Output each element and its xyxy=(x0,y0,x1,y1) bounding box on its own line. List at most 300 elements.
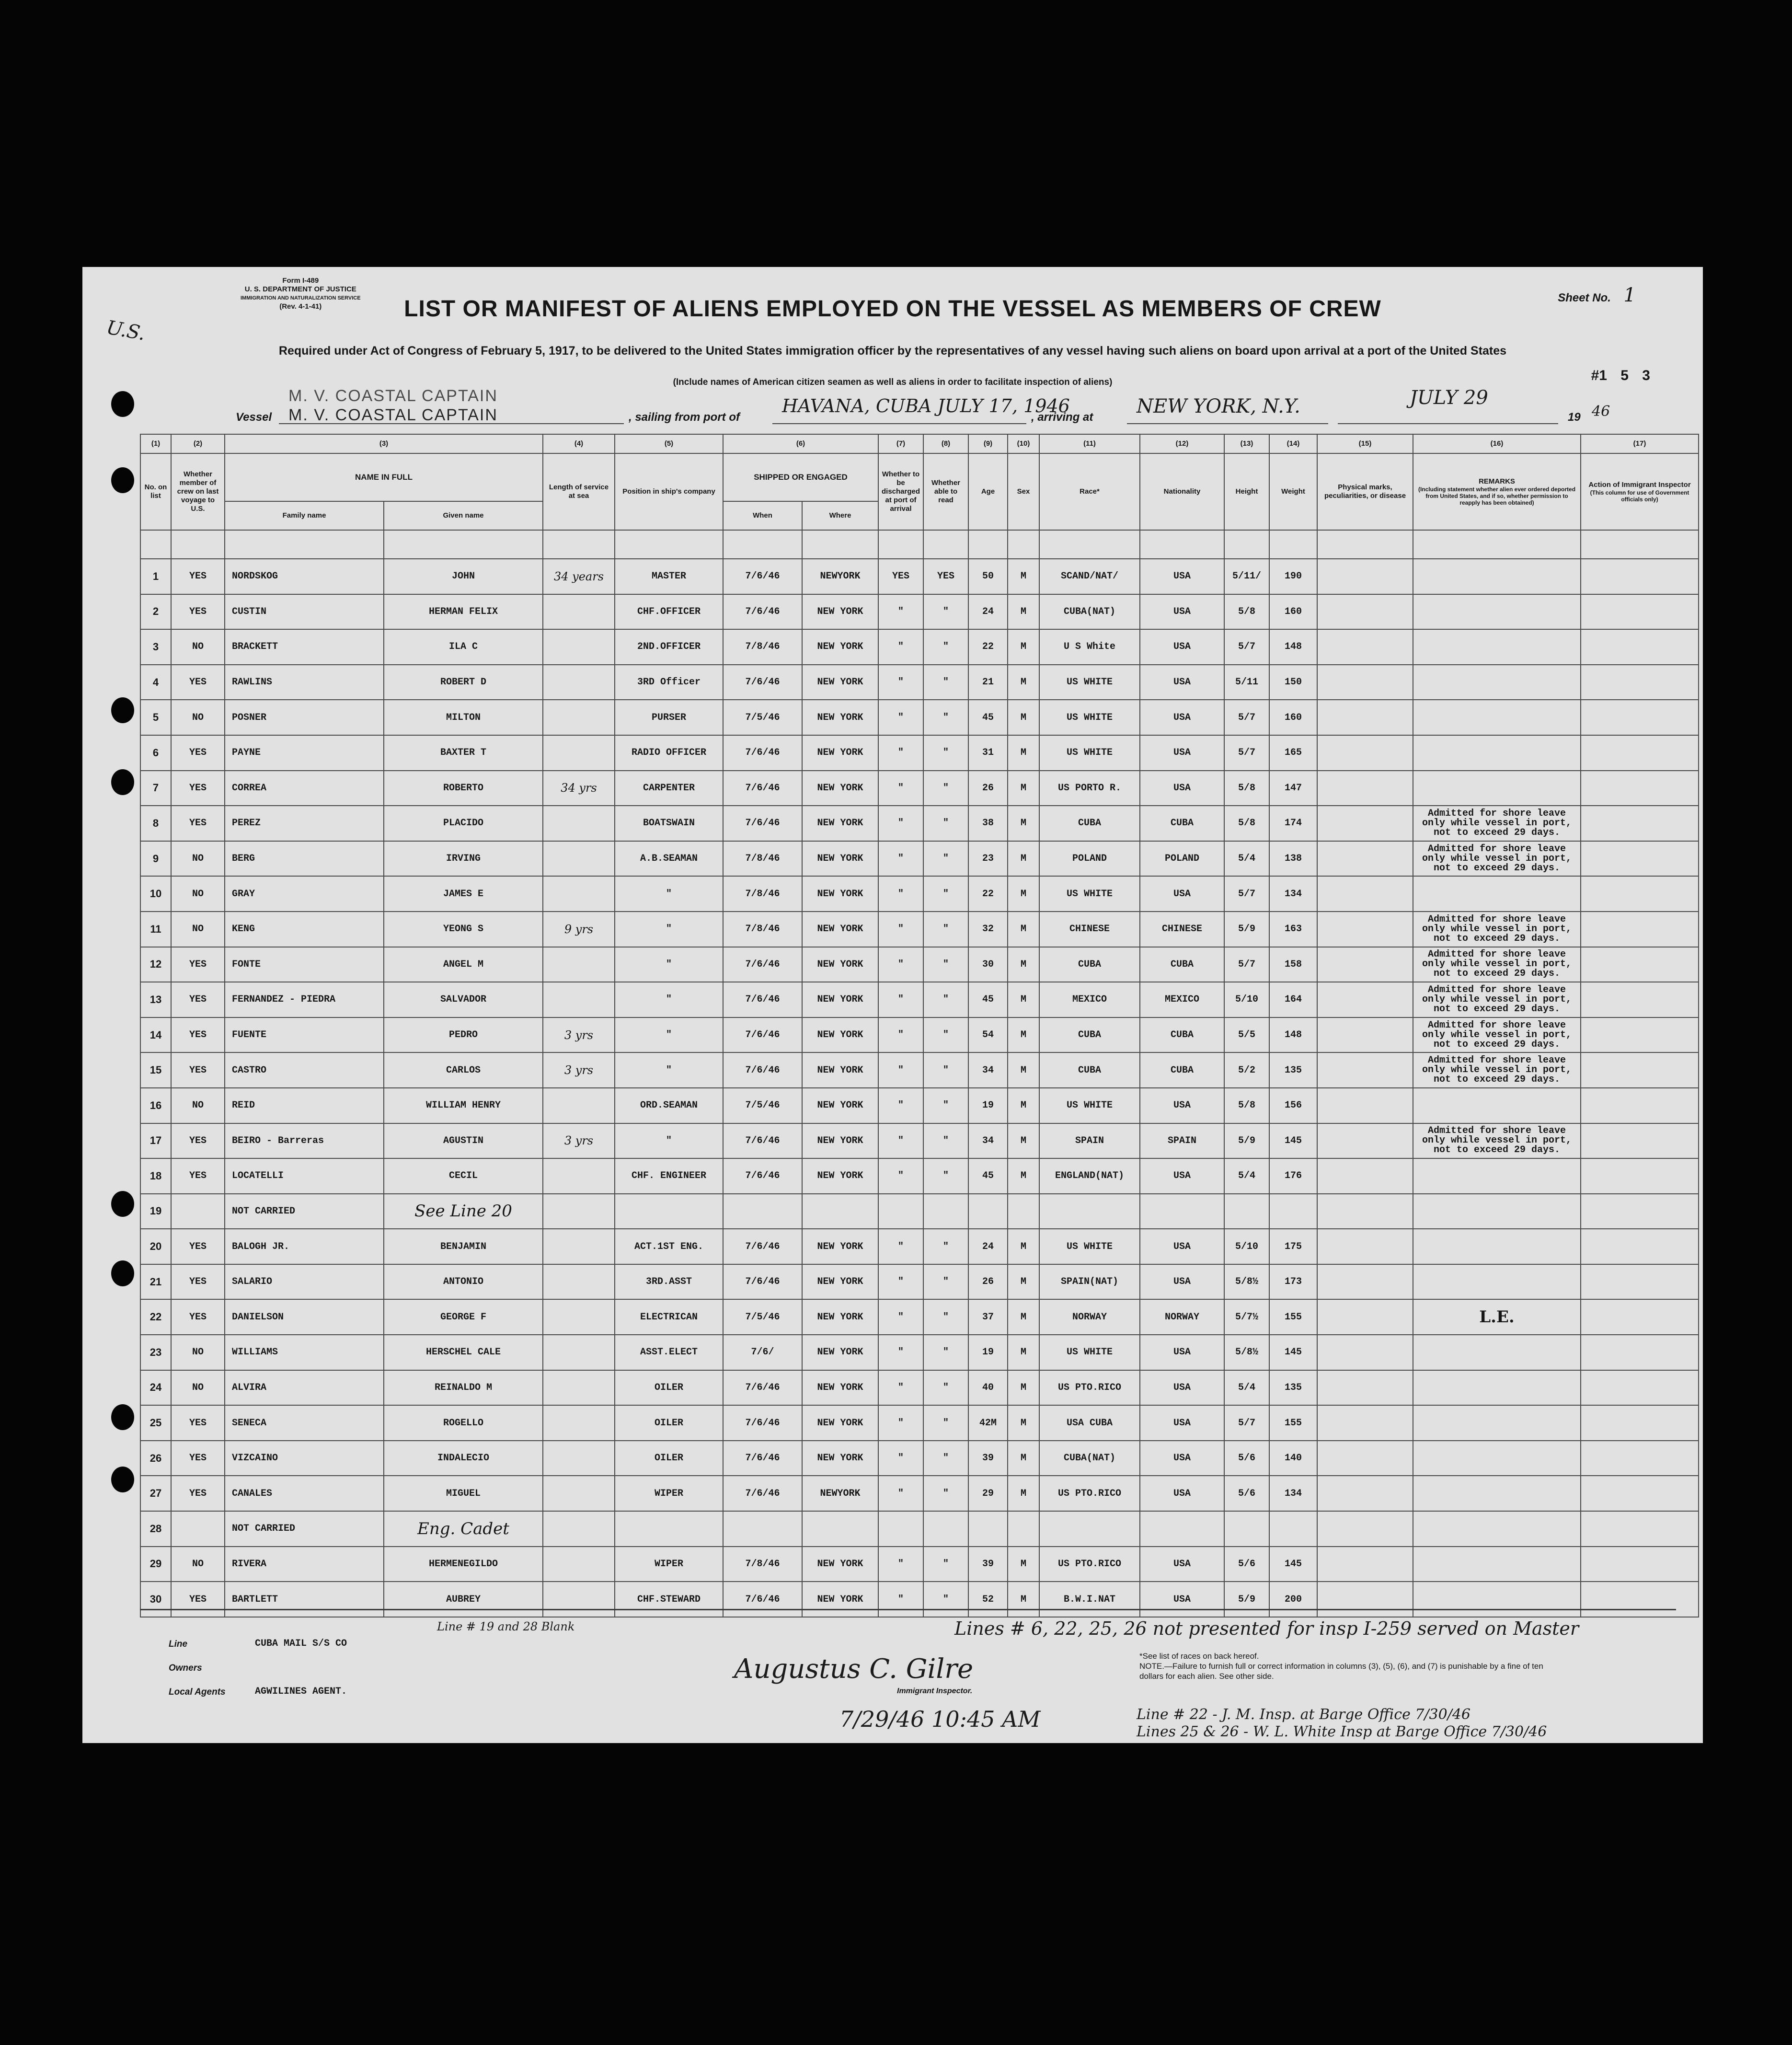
cell-nat: NORWAY xyxy=(1140,1299,1224,1335)
cell-where: NEW YORK xyxy=(802,876,878,912)
cell-given: ROBERT D xyxy=(384,665,543,700)
cell-empty xyxy=(1581,1405,1699,1441)
cell-empty xyxy=(1317,1405,1413,1441)
cell-position: " xyxy=(615,912,723,947)
cell-prev: YES xyxy=(171,735,225,771)
header-name: NAME IN FULL xyxy=(225,453,543,501)
cell-when: 7/6/46 xyxy=(723,1017,802,1053)
cell-weight: 150 xyxy=(1269,665,1317,700)
cell-family: RIVERA xyxy=(225,1547,384,1582)
cell-height: 5/7 xyxy=(1224,1405,1269,1441)
cell-family: CUSTIN xyxy=(225,594,384,630)
cell-height: 5/7 xyxy=(1224,735,1269,771)
cell-height: 5/8 xyxy=(1224,771,1269,806)
cell-race: USA CUBA xyxy=(1039,1405,1140,1441)
cell-prev: YES xyxy=(171,594,225,630)
cell-nat: MEXICO xyxy=(1140,982,1224,1017)
col-num: (6) xyxy=(723,434,878,453)
cell-empty xyxy=(1317,1335,1413,1370)
cell-age: 45 xyxy=(968,1158,1008,1194)
crew-row xyxy=(140,1052,1699,1088)
cell-service xyxy=(543,1511,615,1547)
cell-nat: USA xyxy=(1140,876,1224,912)
cell-read: " xyxy=(923,947,968,982)
cell-no: 26 xyxy=(140,1441,171,1476)
cell-where: NEWYORK xyxy=(802,559,878,594)
cell-nat: USA xyxy=(1140,1441,1224,1476)
cell-given: JOHN xyxy=(384,559,543,594)
header-sex: Sex xyxy=(1008,453,1039,530)
cell-remark: Admitted for shore leave only while vessel in port, not to exceed 29 days. xyxy=(1413,1052,1581,1088)
cell-remark xyxy=(1413,1088,1581,1123)
cell-empty xyxy=(1581,629,1699,665)
cell-disch: " xyxy=(878,735,923,771)
crew-row xyxy=(140,1088,1699,1123)
header-service: Length of service at sea xyxy=(543,453,615,530)
cell-age: 19 xyxy=(968,1335,1008,1370)
cell-disch: " xyxy=(878,1158,923,1194)
cell-race: CUBA(NAT) xyxy=(1039,1441,1140,1476)
cell-prev: NO xyxy=(171,912,225,947)
cell-weight: 165 xyxy=(1269,735,1317,771)
cell-given: JAMES E xyxy=(384,876,543,912)
cell-prev: NO xyxy=(171,1088,225,1123)
cell-where: NEW YORK xyxy=(802,700,878,735)
cell-height: 5/7 xyxy=(1224,876,1269,912)
cell-race: MEXICO xyxy=(1039,982,1140,1017)
cell-height: 5/11/ xyxy=(1224,559,1269,594)
cell-prev: YES xyxy=(171,982,225,1017)
cell-empty xyxy=(1581,559,1699,594)
cell-disch: " xyxy=(878,1052,923,1088)
cell-age: 50 xyxy=(968,559,1008,594)
cell-prev: NO xyxy=(171,629,225,665)
cell-disch: " xyxy=(878,841,923,877)
cell-when: 7/8/46 xyxy=(723,912,802,947)
hw-line22-note: Line # 22 - J. M. Insp. at Barge Office 7/30/46 xyxy=(1137,1706,1471,1723)
cell-disch: " xyxy=(878,594,923,630)
cell-read: " xyxy=(923,1335,968,1370)
cell-position: BOATSWAIN xyxy=(615,806,723,841)
crew-row xyxy=(140,806,1699,841)
cell-service xyxy=(543,1264,615,1300)
cell-service xyxy=(543,1229,615,1264)
cell-race: NORWAY xyxy=(1039,1299,1140,1335)
cell-prev: NO xyxy=(171,841,225,877)
col-num: (2) xyxy=(171,434,225,453)
cell-no: 14 xyxy=(140,1017,171,1053)
header-shipped: SHIPPED OR ENGAGED xyxy=(723,453,878,501)
cell-when: 7/6/46 xyxy=(723,665,802,700)
cell-remark xyxy=(1413,1441,1581,1476)
cell-no: 1 xyxy=(140,559,171,594)
cell-given: CARLOS xyxy=(384,1052,543,1088)
cell-read: " xyxy=(923,594,968,630)
crew-row xyxy=(140,771,1699,806)
col-num: (7) xyxy=(878,434,923,453)
footer-note-penalty: NOTE.—Failure to furnish full or correct information in columns (3), (5), (6), and (7) is punishable by a fine of ten dollars for each alien. See other side. xyxy=(1139,1662,1543,1681)
cell-disch: " xyxy=(878,1441,923,1476)
vessel-stamp: M. V. COASTAL CAPTAIN xyxy=(288,406,498,424)
cell-when: 7/6/46 xyxy=(723,1229,802,1264)
cell-when: 7/6/46 xyxy=(723,1052,802,1088)
hw-lines-not-presented: Lines # 6, 22, 25, 26 not presented for insp I-259 served on Master xyxy=(954,1618,1579,1639)
header-action xyxy=(1581,453,1699,530)
header-family-name: Family name xyxy=(225,501,384,530)
cell-empty xyxy=(1317,735,1413,771)
cell-empty xyxy=(1581,982,1699,1017)
crew-row xyxy=(140,947,1699,982)
cell-given: ANGEL M xyxy=(384,947,543,982)
cell-where: NEW YORK xyxy=(802,665,878,700)
cell-sex: M xyxy=(1008,947,1039,982)
sheet-number-value: 1 xyxy=(1623,284,1636,306)
cell-age: 24 xyxy=(968,594,1008,630)
cell-position xyxy=(615,1511,723,1547)
cell-age: 54 xyxy=(968,1017,1008,1053)
cell-age: 31 xyxy=(968,735,1008,771)
cell-read: " xyxy=(923,1582,968,1617)
cell-no: 5 xyxy=(140,700,171,735)
col-num: (5) xyxy=(615,434,723,453)
cell-family: CORREA xyxy=(225,771,384,806)
cell-no: 7 xyxy=(140,771,171,806)
cell-service xyxy=(543,1547,615,1582)
cell-position: " xyxy=(615,1017,723,1053)
header-action-sub: (This column for use of Government officials only) xyxy=(1590,489,1689,503)
inspector-label: Immigrant Inspector. xyxy=(897,1687,973,1695)
cell-position: ACT.1ST ENG. xyxy=(615,1229,723,1264)
cell-weight: 145 xyxy=(1269,1335,1317,1370)
binder-hole xyxy=(111,1191,134,1217)
cell-no: 11 xyxy=(140,912,171,947)
cell-sex: M xyxy=(1008,629,1039,665)
form-line: U. S. DEPARTMENT OF JUSTICE xyxy=(244,285,356,293)
cell-race: ENGLAND(NAT) xyxy=(1039,1158,1140,1194)
cell-prev: NO xyxy=(171,1547,225,1582)
cell-service xyxy=(543,876,615,912)
cell-weight: 145 xyxy=(1269,1123,1317,1159)
cell-position: CHF.OFFICER xyxy=(615,594,723,630)
cell-remark: Admitted for shore leave only while vessel in port, not to exceed 29 days. xyxy=(1413,1017,1581,1053)
cell-given: SALVADOR xyxy=(384,982,543,1017)
header-race: Race* xyxy=(1039,453,1140,530)
cell-race: US PTO.RICO xyxy=(1039,1370,1140,1406)
cell-empty xyxy=(1581,1476,1699,1511)
cell-where: NEW YORK xyxy=(802,1052,878,1088)
inspector-signature: Augustus C. Gilre xyxy=(734,1653,974,1685)
cell-no: 9 xyxy=(140,841,171,877)
cell-family: LOCATELLI xyxy=(225,1158,384,1194)
header-row-1 xyxy=(140,453,1699,501)
cell-service: 3 yrs xyxy=(543,1052,615,1088)
cell-given: BAXTER T xyxy=(384,735,543,771)
cell-sex: M xyxy=(1008,771,1039,806)
line-label: Line xyxy=(169,1639,188,1649)
cell-race: CUBA xyxy=(1039,947,1140,982)
cell-nat: CUBA xyxy=(1140,1052,1224,1088)
cell-age: 38 xyxy=(968,806,1008,841)
crew-row xyxy=(140,1264,1699,1300)
cell-family: CASTRO xyxy=(225,1052,384,1088)
cell-race: CUBA xyxy=(1039,806,1140,841)
crew-row xyxy=(140,594,1699,630)
footer-note xyxy=(1139,1651,1551,1681)
cell-service xyxy=(543,1370,615,1406)
cell-sex: M xyxy=(1008,841,1039,877)
cell-remark: Admitted for shore leave only while vessel in port, not to exceed 29 days. xyxy=(1413,841,1581,877)
cell-family: CANALES xyxy=(225,1476,384,1511)
cell-nat: USA xyxy=(1140,1405,1224,1441)
cell-height xyxy=(1224,1511,1269,1547)
cell-disch: " xyxy=(878,912,923,947)
cell-race: US PORTO R. xyxy=(1039,771,1140,806)
cell-no: 21 xyxy=(140,1264,171,1300)
cell-given: BENJAMIN xyxy=(384,1229,543,1264)
cell-position: 3RD.ASST xyxy=(615,1264,723,1300)
cell-empty xyxy=(1317,1370,1413,1406)
cell-when: 7/8/46 xyxy=(723,841,802,877)
cell-remark xyxy=(1413,559,1581,594)
cell-empty xyxy=(1581,1370,1699,1406)
cell-position: " xyxy=(615,947,723,982)
cell-remark: Admitted for shore leave only while vessel in port, not to exceed 29 days. xyxy=(1413,1123,1581,1159)
cell-remark xyxy=(1413,700,1581,735)
form-line: (Rev. 4-1-41) xyxy=(279,302,322,311)
cell-sex: M xyxy=(1008,912,1039,947)
cell-empty xyxy=(1317,1264,1413,1300)
cell-empty xyxy=(1317,982,1413,1017)
cell-sex: M xyxy=(1008,806,1039,841)
year-value: 46 xyxy=(1592,403,1610,420)
cell-race: SCAND/NAT/ xyxy=(1039,559,1140,594)
cell-where: NEW YORK xyxy=(802,841,878,877)
cell-age: 34 xyxy=(968,1052,1008,1088)
form-line: Form I-489 xyxy=(282,277,319,285)
cell-position: ASST.ELECT xyxy=(615,1335,723,1370)
cell-nat: USA xyxy=(1140,1088,1224,1123)
cell-service xyxy=(543,1299,615,1335)
cell-nat: USA xyxy=(1140,1264,1224,1300)
cell-when xyxy=(723,1194,802,1229)
cell-given: GEORGE F xyxy=(384,1299,543,1335)
cell-given: ILA C xyxy=(384,629,543,665)
cell-given: YEONG S xyxy=(384,912,543,947)
cell-empty xyxy=(1317,1088,1413,1123)
cell-weight xyxy=(1269,1194,1317,1229)
cell-where: NEW YORK xyxy=(802,1123,878,1159)
cell-empty xyxy=(1317,1017,1413,1053)
cell-empty xyxy=(1317,1229,1413,1264)
cell-given: INDALECIO xyxy=(384,1441,543,1476)
cell-empty xyxy=(1581,1052,1699,1088)
cell-empty xyxy=(1317,771,1413,806)
crew-row xyxy=(140,982,1699,1017)
cell-family: BERG xyxy=(225,841,384,877)
cell-disch: " xyxy=(878,1370,923,1406)
cell-remark xyxy=(1413,1335,1581,1370)
cell-disch: YES xyxy=(878,559,923,594)
cell-service xyxy=(543,1476,615,1511)
cell-service xyxy=(543,1088,615,1123)
cell-prev: YES xyxy=(171,1123,225,1159)
cell-read: " xyxy=(923,1158,968,1194)
cell-weight: 163 xyxy=(1269,912,1317,947)
cell-sex: M xyxy=(1008,1299,1039,1335)
cell-nat: POLAND xyxy=(1140,841,1224,877)
cell-read: " xyxy=(923,1052,968,1088)
cell-weight: 135 xyxy=(1269,1052,1317,1088)
cell-race: B.W.I.NAT xyxy=(1039,1582,1140,1617)
cell-position: " xyxy=(615,982,723,1017)
cell-remark: Admitted for shore leave only while vessel in port, not to exceed 29 days. xyxy=(1413,806,1581,841)
cell-family: FERNANDEZ - PIEDRA xyxy=(225,982,384,1017)
cell-service xyxy=(543,947,615,982)
crew-row xyxy=(140,876,1699,912)
hw-blank-lines: Line # 19 and 28 Blank xyxy=(437,1620,575,1633)
cell-sex: M xyxy=(1008,1052,1039,1088)
cell-disch: " xyxy=(878,1547,923,1582)
cell-position: RADIO OFFICER xyxy=(615,735,723,771)
cell-nat: USA xyxy=(1140,665,1224,700)
arriving-label: , arriving at xyxy=(1031,411,1093,424)
cell-disch: " xyxy=(878,629,923,665)
col-num: (14) xyxy=(1269,434,1317,453)
cell-no: 2 xyxy=(140,594,171,630)
cell-given: IRVING xyxy=(384,841,543,877)
cell-nat: CHINESE xyxy=(1140,912,1224,947)
cell-given: PLACIDO xyxy=(384,806,543,841)
cell-when: 7/6/46 xyxy=(723,771,802,806)
cell-nat: USA xyxy=(1140,1158,1224,1194)
cell-no: 30 xyxy=(140,1582,171,1617)
cell-race: CHINESE xyxy=(1039,912,1140,947)
cell-no: 4 xyxy=(140,665,171,700)
sheet-number-label: Sheet No. xyxy=(1558,291,1611,304)
cell-sex: M xyxy=(1008,1476,1039,1511)
cell-nat: USA xyxy=(1140,1229,1224,1264)
cell-service xyxy=(543,629,615,665)
cell-weight xyxy=(1269,1511,1317,1547)
cell-given: REINALDO M xyxy=(384,1370,543,1406)
col-num: (12) xyxy=(1140,434,1224,453)
owners-label: Owners xyxy=(169,1663,202,1673)
cell-sex: M xyxy=(1008,1370,1039,1406)
cell-given: MILTON xyxy=(384,700,543,735)
cell-empty xyxy=(1317,876,1413,912)
cell-read xyxy=(923,1194,968,1229)
cell-prev: YES xyxy=(171,559,225,594)
cell-weight: 173 xyxy=(1269,1264,1317,1300)
cell-remark xyxy=(1413,665,1581,700)
cell-no: 18 xyxy=(140,1158,171,1194)
cell-no: 17 xyxy=(140,1123,171,1159)
binder-hole xyxy=(111,467,134,493)
cell-service: 9 yrs xyxy=(543,912,615,947)
cell-weight: 175 xyxy=(1269,1229,1317,1264)
crew-row xyxy=(140,841,1699,877)
cell-disch: " xyxy=(878,1405,923,1441)
cell-prev: NO xyxy=(171,1335,225,1370)
cell-age: 37 xyxy=(968,1299,1008,1335)
cell-disch: " xyxy=(878,665,923,700)
header-position: Position in ship's company xyxy=(615,453,723,530)
cell-no: 25 xyxy=(140,1405,171,1441)
cell-height: 5/10 xyxy=(1224,982,1269,1017)
cell-no: 29 xyxy=(140,1547,171,1582)
cell-given: MIGUEL xyxy=(384,1476,543,1511)
cell-race: CUBA xyxy=(1039,1052,1140,1088)
cell-no: 20 xyxy=(140,1229,171,1264)
cell-disch: " xyxy=(878,806,923,841)
cell-where: NEW YORK xyxy=(802,629,878,665)
cell-age: 32 xyxy=(968,912,1008,947)
cell-sex: M xyxy=(1008,1335,1039,1370)
col-num: (9) xyxy=(968,434,1008,453)
col-num: (16) xyxy=(1413,434,1581,453)
binder-hole xyxy=(111,1260,134,1286)
cell-read: " xyxy=(923,1229,968,1264)
cell-remark xyxy=(1413,1370,1581,1406)
cell-nat: USA xyxy=(1140,1547,1224,1582)
cell-sex: M xyxy=(1008,665,1039,700)
sailing-port: HAVANA, CUBA JULY 17, 1946 xyxy=(782,395,1070,416)
cell-nat: USA xyxy=(1140,735,1224,771)
cell-prev: YES xyxy=(171,771,225,806)
cell-when: 7/5/46 xyxy=(723,700,802,735)
cell-no: 28 xyxy=(140,1511,171,1547)
cell-disch: " xyxy=(878,1088,923,1123)
cell-remark xyxy=(1413,735,1581,771)
cell-height: 5/9 xyxy=(1224,912,1269,947)
col-num: (10) xyxy=(1008,434,1039,453)
cell-given: Eng. Cadet xyxy=(384,1511,543,1547)
cell-given: HERMAN FELIX xyxy=(384,594,543,630)
cell-empty xyxy=(1581,594,1699,630)
cell-family: SALARIO xyxy=(225,1264,384,1300)
year-label: 19 xyxy=(1568,411,1581,424)
cell-race: U S White xyxy=(1039,629,1140,665)
header-weight: Weight xyxy=(1269,453,1317,530)
cell-when: 7/6/46 xyxy=(723,735,802,771)
cell-when: 7/6/46 xyxy=(723,1441,802,1476)
cell-height: 5/9 xyxy=(1224,1123,1269,1159)
cell-remark xyxy=(1413,1229,1581,1264)
cell-nat: USA xyxy=(1140,559,1224,594)
crew-table-body xyxy=(140,530,1699,1617)
cell-empty xyxy=(1317,1441,1413,1476)
cell-weight: 148 xyxy=(1269,629,1317,665)
cell-empty xyxy=(1317,912,1413,947)
cell-sex xyxy=(1008,1511,1039,1547)
cell-no: 12 xyxy=(140,947,171,982)
header-prev-voyage: Whether member of crew on last voyage to U.S. xyxy=(171,453,225,530)
cell-weight: 134 xyxy=(1269,1476,1317,1511)
cell-family: POSNER xyxy=(225,700,384,735)
cell-prev: NO xyxy=(171,876,225,912)
cell-no: 24 xyxy=(140,1370,171,1406)
cell-when: 7/8/46 xyxy=(723,629,802,665)
cell-where: NEW YORK xyxy=(802,1299,878,1335)
cell-disch: " xyxy=(878,947,923,982)
cell-read: " xyxy=(923,1405,968,1441)
cell-race: US WHITE xyxy=(1039,1088,1140,1123)
crew-row xyxy=(140,1405,1699,1441)
cell-family: REID xyxy=(225,1088,384,1123)
agents-label: Local Agents xyxy=(169,1687,226,1697)
cell-read: YES xyxy=(923,559,968,594)
cell-position: 2ND.OFFICER xyxy=(615,629,723,665)
